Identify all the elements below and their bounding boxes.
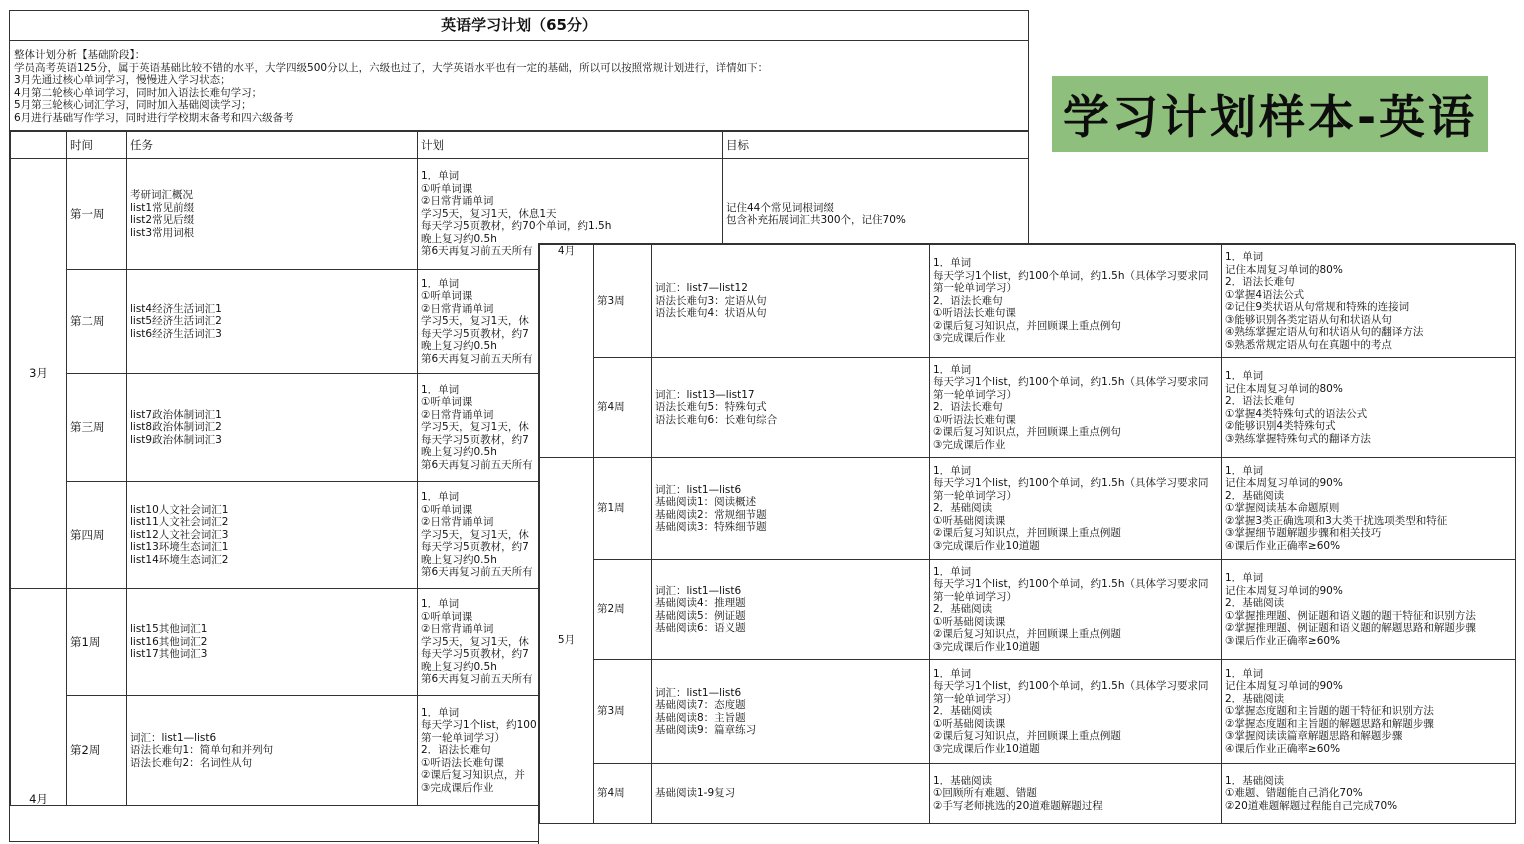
goal-cell-line: ②掌握态度题和主旨题的解题思路和解题步骤: [1225, 717, 1434, 730]
task-cell-line: 词汇：list13—list17: [655, 388, 755, 401]
task-cell: [127, 696, 418, 806]
plan-cell: [930, 560, 1222, 660]
task-cell: [652, 245, 930, 358]
task-cell-line: list2常见后缀: [130, 214, 195, 226]
plan-cell-line: ③完成课后作业10道题: [933, 640, 1040, 653]
plan-cell: [930, 458, 1222, 560]
week-cell: 第四周: [67, 482, 127, 589]
goal-cell: [1222, 458, 1516, 560]
task-cell-line: list10人文社会词汇1: [130, 503, 229, 516]
plan-cell-line: 1．单词: [421, 598, 460, 611]
task-cell-line: 基础阅读1：阅读概述: [655, 496, 757, 508]
plan-cell-line: 第一轮单词学习）: [933, 489, 1017, 502]
task-cell-line: 基础阅读2：常规细节题: [655, 508, 767, 521]
plan-cell-line: 每天学习5页教材，约7: [421, 648, 529, 661]
task-cell: [127, 270, 418, 374]
header-task: 任务: [127, 132, 418, 159]
goal-cell-line: ③掌握细节题解题步骤和相关技巧: [1225, 527, 1382, 540]
month-cell: 3月: [11, 159, 67, 589]
plan-cell-line: 每天学习5页教材，约7: [421, 541, 529, 554]
plan-cell-line: 第一轮单词学习）: [933, 590, 1017, 603]
plan-cell-line: 学习5天，复习1天，休: [421, 528, 529, 541]
goal-cell-line: 1．单词: [1225, 464, 1264, 477]
task-cell-line: 词汇：list1—list6: [655, 686, 742, 699]
goal-cell-line: ④课后作业正确率≥60%: [1225, 539, 1341, 552]
task-cell: [127, 482, 418, 589]
plan-cell-line: 学习5天，复习1天，休息1天: [421, 207, 557, 220]
task-cell: [652, 660, 930, 764]
header-time: 时间: [67, 132, 127, 159]
plan-cell-line: 1．单词: [421, 383, 460, 396]
task-cell-line: list14环境生态词汇2: [130, 553, 229, 566]
plan-cell-line: 晚上复习约0.5h: [421, 553, 497, 566]
plan-cell-line: ①听单词课: [421, 290, 473, 303]
plan-cell-line: 2．语法长难句: [933, 401, 1003, 414]
plan-cell-line: 每天学习5页教材，约70个单词，约1.5h: [421, 220, 612, 233]
plan-cell-line: 1．单词: [933, 257, 972, 270]
plan-cell-line: 第一轮单词学习）: [421, 731, 505, 744]
task-cell-line: list16其他词汇2: [130, 635, 208, 648]
task-cell-line: 词汇：list1—list6: [130, 731, 217, 744]
task-cell: [652, 458, 930, 560]
goal-cell-line: 记住本周复习单词的90%: [1225, 477, 1343, 490]
plan-cell-line: 第6天再复习前五天所有: [421, 245, 533, 258]
task-cell-line: list17其他词汇3: [130, 648, 208, 661]
analysis-line: 学员高考英语125分，属于英语基础比较不错的水平，大学四级500分以上，六级也过了，大学英语水平也有一定的基础，所以可以按照常规计划进行，详情如下：: [14, 61, 769, 74]
plan-cell-line: 每天学习1个list，约100个单词，约1.5h（具体学习要求同: [933, 680, 1209, 693]
goal-cell-line: ③课后作业正确率≥60%: [1225, 634, 1341, 647]
week-cell: 第三周: [67, 374, 127, 482]
task-cell-line: 语法长难句5：特殊句式: [655, 401, 767, 414]
goal-cell-line: 1．单词: [1225, 370, 1264, 382]
plan-cell-line: ①听单词课: [421, 503, 473, 516]
plan-cell-line: 晚上复习约0.5h: [421, 340, 497, 353]
plan-cell-line: 每天学习1个list，约100: [421, 719, 537, 732]
task-cell-line: 基础阅读5：例证题: [655, 609, 746, 622]
plan-cell-line: 每天学习1个list，约100个单词，约1.5h（具体学习要求同: [933, 477, 1209, 490]
table-row: [540, 764, 1516, 824]
plan-cell-line: 2．语法长难句: [933, 294, 1003, 307]
week-cell: 第4周: [594, 764, 652, 824]
plan-cell-line: ①听单词课: [421, 396, 473, 409]
page-title: 英语学习计划（65分）: [10, 11, 1028, 41]
goal-cell-line: ①掌握阅读基本命题原则: [1225, 502, 1340, 515]
task-cell-line: 基础阅读4：推理题: [655, 597, 746, 609]
plan-cell-line: 1．单词: [421, 277, 460, 290]
plan-cell-line: ③完成课后作业10道题: [933, 539, 1040, 552]
plan-cell-line: ②课后复习知识点，并回顾课上重点例句: [933, 426, 1121, 439]
goal-cell-line: ②能够识别4类特殊句式: [1225, 420, 1336, 432]
goal-cell-line: ③能够识别各类定语从句和状语从句: [1225, 313, 1392, 326]
plan-cell-line: 1．基础阅读: [933, 774, 993, 787]
header-goal: 目标: [723, 132, 1029, 159]
task-cell-line: list9政治体制词汇3: [130, 433, 222, 446]
analysis-line: 4月第二轮核心单词学习，同时加入语法长难句学习；: [14, 86, 263, 99]
goal-cell-line: ①难题、错题能自己消化70%: [1225, 787, 1363, 800]
week-cell: 第1周: [67, 589, 127, 696]
goal-cell-line: 2．语法长难句: [1225, 395, 1295, 407]
plan-cell-line: ①听基础阅读课: [933, 615, 1006, 628]
week-cell: 第二周: [67, 270, 127, 374]
plan-cell-line: ①听基础阅读课: [933, 514, 1006, 527]
plan-cell-line: 每天学习5页教材，约7: [421, 327, 529, 340]
plan-cell-line: ②日常背诵单词: [421, 302, 494, 315]
plan-cell-line: ①听单词课: [421, 182, 473, 195]
goal-cell-line: 1．基础阅读: [1225, 774, 1285, 787]
week-cell: 第2周: [594, 560, 652, 660]
task-cell: [127, 589, 418, 696]
goal-cell: [1222, 660, 1516, 764]
goal-cell-line: ①掌握态度题和主旨题的题干特征和识别方法: [1225, 705, 1434, 718]
goal-cell-line: 2．语法长难句: [1225, 276, 1295, 288]
plan-cell-line: 2．基础阅读: [933, 502, 993, 515]
table-header-row: [11, 132, 1029, 159]
plan-cell-line: ②课后复习知识点，并: [421, 769, 525, 782]
plan-cell-line: 学习5天，复习1天，休: [421, 635, 529, 648]
plan-cell-line: ②日常背诵单词: [421, 408, 494, 421]
header-month: [11, 132, 67, 159]
goal-cell-line: ②20道难题解题过程能自己完成70%: [1225, 799, 1398, 812]
goal-cell-line: 记住本周复习单词的90%: [1225, 584, 1343, 597]
plan-cell-line: ①听基础阅读课: [933, 717, 1006, 730]
goal-cell-line: 包含补充拓展词汇共300个，记住70%: [726, 214, 906, 226]
goal-cell-line: 记住44个常见词根词缀: [726, 201, 834, 214]
plan-cell-line: 每天学习1个list，约100个单词，约1.5h（具体学习要求同: [933, 269, 1209, 282]
task-cell-line: list7政治体制词汇1: [130, 408, 222, 421]
plan-cell-line: ②手写老师挑选的20道难题解题过程: [933, 799, 1103, 812]
task-cell-line: list5经济生活词汇2: [130, 315, 222, 328]
plan-cell-line: 1．单词: [933, 464, 972, 477]
plan-cell-line: 第6天再复习前五天所有: [421, 458, 533, 471]
plan-cell-line: 1．单词: [421, 491, 460, 504]
table-row: [540, 660, 1516, 764]
goal-cell-line: 1．单词: [1225, 251, 1264, 263]
task-cell-line: list3常用词根: [130, 226, 195, 239]
plan-cell-line: ②课后复习知识点，并回顾课上重点例题: [933, 628, 1121, 641]
goal-cell-line: 2．基础阅读: [1225, 489, 1285, 502]
goal-cell-line: ③掌握阅读读篇章解题思路和解题步骤: [1225, 730, 1403, 743]
goal-cell-line: 1．单词: [1225, 572, 1264, 584]
task-cell-line: 语法长难句3：定语从句: [655, 294, 767, 307]
month-cell: 4月: [540, 245, 594, 458]
goal-cell: [1222, 560, 1516, 660]
goal-cell-line: ①掌握4语法公式: [1225, 288, 1305, 301]
goal-cell-line: ③熟练掌握特殊句式的翻译方法: [1225, 432, 1371, 445]
task-cell-line: 词汇：list7—list12: [655, 282, 748, 295]
table-row: [540, 358, 1516, 458]
goal-cell-line: ④熟练掌握定语从句和状语从句的翻译方法: [1225, 326, 1424, 338]
week-cell: 第3周: [594, 660, 652, 764]
goal-cell-line: ④课后作业正确率≥60%: [1225, 742, 1341, 755]
plan-cell-line: 学习5天，复习1天，休: [421, 421, 529, 434]
plan-cell-line: ①回顾所有难题、错题: [933, 787, 1037, 800]
task-cell: [652, 358, 930, 458]
task-cell-line: 语法长难句6：长难句综合: [655, 413, 778, 426]
goal-cell-line: 2．基础阅读: [1225, 597, 1285, 609]
plan-cell: [930, 660, 1222, 764]
week-cell: 第3周: [594, 245, 652, 358]
task-cell-line: 基础阅读8：主旨题: [655, 711, 746, 724]
table-row: [540, 245, 1516, 358]
task-cell: [127, 159, 418, 270]
banner-text: 学习计划样本-英语: [1062, 90, 1478, 144]
plan-cell-line: 1．单词: [421, 706, 460, 719]
goal-cell: [1222, 764, 1516, 824]
plan-cell-line: ②课后复习知识点，并回顾课上重点例题: [933, 527, 1121, 540]
plan-cell-line: 晚上复习约0.5h: [421, 446, 497, 459]
week-cell: 第2周: [67, 696, 127, 806]
goal-cell: [1222, 245, 1516, 358]
goal-cell-line: 记住本周复习单词的90%: [1225, 680, 1343, 693]
goal-cell-line: 1．单词: [1225, 667, 1264, 680]
analysis-line: 5月第三轮核心词汇学习，同时加入基础阅读学习；: [14, 99, 252, 111]
goal-cell-line: ②记住9类状语从句常规和特殊的连接词: [1225, 301, 1410, 313]
table-row: [540, 458, 1516, 560]
plan-cell: [930, 764, 1222, 824]
goal-cell: [1222, 358, 1516, 458]
task-cell-line: list1常见前缀: [130, 201, 195, 214]
plan-cell-line: 晚上复习约0.5h: [421, 660, 497, 673]
plan-cell-line: 第6天再复习前五天所有: [421, 566, 533, 579]
plan-cell-line: 第一轮单词学习）: [933, 692, 1017, 705]
task-cell-line: list8政治体制词汇2: [130, 421, 222, 434]
plan-cell-line: ③完成课后作业: [933, 332, 1006, 345]
plan-cell-line: 第6天再复习前五天所有: [421, 673, 533, 686]
plan-cell-line: ③完成课后作业10道题: [933, 742, 1040, 755]
task-cell-line: list11人文社会词汇2: [130, 516, 229, 529]
plan-cell-line: ②课后复习知识点，并回顾课上重点例题: [933, 730, 1121, 743]
plan-cell-line: ①听语法长难句课: [933, 307, 1016, 320]
goal-cell-line: 记住本周复习单词的80%: [1225, 263, 1343, 276]
plan-cell-line: ②日常背诵单词: [421, 623, 494, 636]
plan-cell-line: 第6天再复习前五天所有: [421, 352, 533, 365]
schedule-table-continued: [539, 244, 1516, 824]
plan-cell-line: ②日常背诵单词: [421, 195, 494, 208]
plan-cell-line: 每天学习1个list，约100个单词，约1.5h（具体学习要求同: [933, 376, 1209, 389]
plan-cell-line: 2．基础阅读: [933, 705, 993, 718]
week-cell: 第1周: [594, 458, 652, 560]
goal-cell-line: ⑤熟悉常规定语从句在真题中的考点: [1225, 338, 1392, 351]
sample-banner: [1052, 76, 1488, 152]
plan-cell-line: ②课后复习知识点，并回顾课上重点例句: [933, 319, 1121, 332]
task-cell-line: list15其他词汇1: [130, 623, 208, 636]
plan-cell-line: ②日常背诵单词: [421, 516, 494, 529]
plan-cell-line: 2．基础阅读: [933, 603, 993, 616]
week-cell: 第一周: [67, 159, 127, 270]
task-cell-line: 语法长难句2：名词性从句: [130, 756, 253, 769]
plan-cell: [930, 245, 1222, 358]
table-row: [540, 560, 1516, 660]
analysis-line: 整体计划分析【基础阶段】：: [14, 49, 146, 61]
goal-cell-line: ①掌握推理题、例证题和语义题的题干特征和识别方法: [1225, 609, 1476, 622]
task-cell-line: 基础阅读6：语义题: [655, 622, 746, 634]
task-cell: [652, 764, 930, 824]
plan-cell-line: 第一轮单词学习）: [933, 388, 1017, 401]
task-cell-line: 语法长难句1：简单句和并列句: [130, 744, 274, 757]
plan-cell-line: 2．语法长难句: [421, 744, 491, 757]
plan-cell-line: 1．单词: [933, 363, 972, 376]
plan-cell-line: 第一轮单词学习）: [933, 282, 1017, 295]
task-cell-line: list4经济生活词汇1: [130, 302, 222, 315]
task-cell-line: 词汇：list1—list6: [655, 483, 742, 496]
week-cell: 第4周: [594, 358, 652, 458]
task-cell-line: 基础阅读7：态度题: [655, 699, 746, 711]
analysis-block: [10, 41, 1028, 131]
goal-cell-line: ②掌握3类正确选项和3大类干扰选项类型和特征: [1225, 514, 1448, 527]
task-cell-line: 考研词汇概况: [130, 189, 193, 201]
task-cell-line: list12人文社会词汇3: [130, 528, 229, 541]
plan-cell-line: ③完成课后作业: [933, 438, 1006, 451]
goal-cell-line: 记住本周复习单词的80%: [1225, 382, 1343, 395]
goal-cell-line: 2．基础阅读: [1225, 692, 1285, 705]
plan-cell: [930, 358, 1222, 458]
task-cell: [127, 374, 418, 482]
analysis-line: 3月先通过核心单词学习，慢慢进入学习状态；: [14, 74, 231, 86]
goal-cell-line: ①掌握4类特殊句式的语法公式: [1225, 407, 1368, 420]
task-cell-line: 基础阅读3：特殊细节题: [655, 521, 767, 533]
plan-sheet-overlay: [538, 243, 1515, 844]
month-cell: 4月: [11, 589, 67, 806]
goal-cell-line: ②掌握推理题、例证题和语义题的解题思路和解题步骤: [1225, 622, 1476, 634]
header-plan: 计划: [418, 132, 723, 159]
task-cell-line: 基础阅读9：篇章练习: [655, 724, 757, 736]
task-cell: [652, 560, 930, 660]
analysis-line: 6月进行基础写作学习，同时进行学校期末备考和四六级备考: [14, 111, 294, 124]
plan-cell-line: ①听语法长难句课: [421, 756, 504, 769]
plan-cell-line: 每天学习5页教材，约7: [421, 433, 529, 446]
plan-cell-line: 每天学习1个list，约100个单词，约1.5h（具体学习要求同: [933, 578, 1209, 591]
plan-cell-line: ③完成课后作业: [421, 781, 494, 794]
task-cell-line: list13环境生态词汇1: [130, 541, 229, 554]
task-cell-line: list6经济生活词汇3: [130, 327, 222, 340]
plan-cell-line: ①听语法长难句课: [933, 413, 1016, 426]
task-cell-line: 语法长难句4：状语从句: [655, 307, 767, 320]
plan-cell-line: 1．单词: [421, 170, 460, 183]
task-cell-line: 词汇：list1—list6: [655, 584, 742, 597]
plan-cell-line: 晚上复习约0.5h: [421, 232, 497, 245]
plan-cell-line: 1．单词: [933, 565, 972, 578]
plan-cell-line: ①听单词课: [421, 610, 473, 623]
task-cell-line: 基础阅读1-9复习: [655, 787, 736, 800]
plan-cell-line: 学习5天，复习1天，休: [421, 315, 529, 328]
month-cell: 5月: [540, 458, 594, 824]
plan-cell-line: 1．单词: [933, 667, 972, 680]
